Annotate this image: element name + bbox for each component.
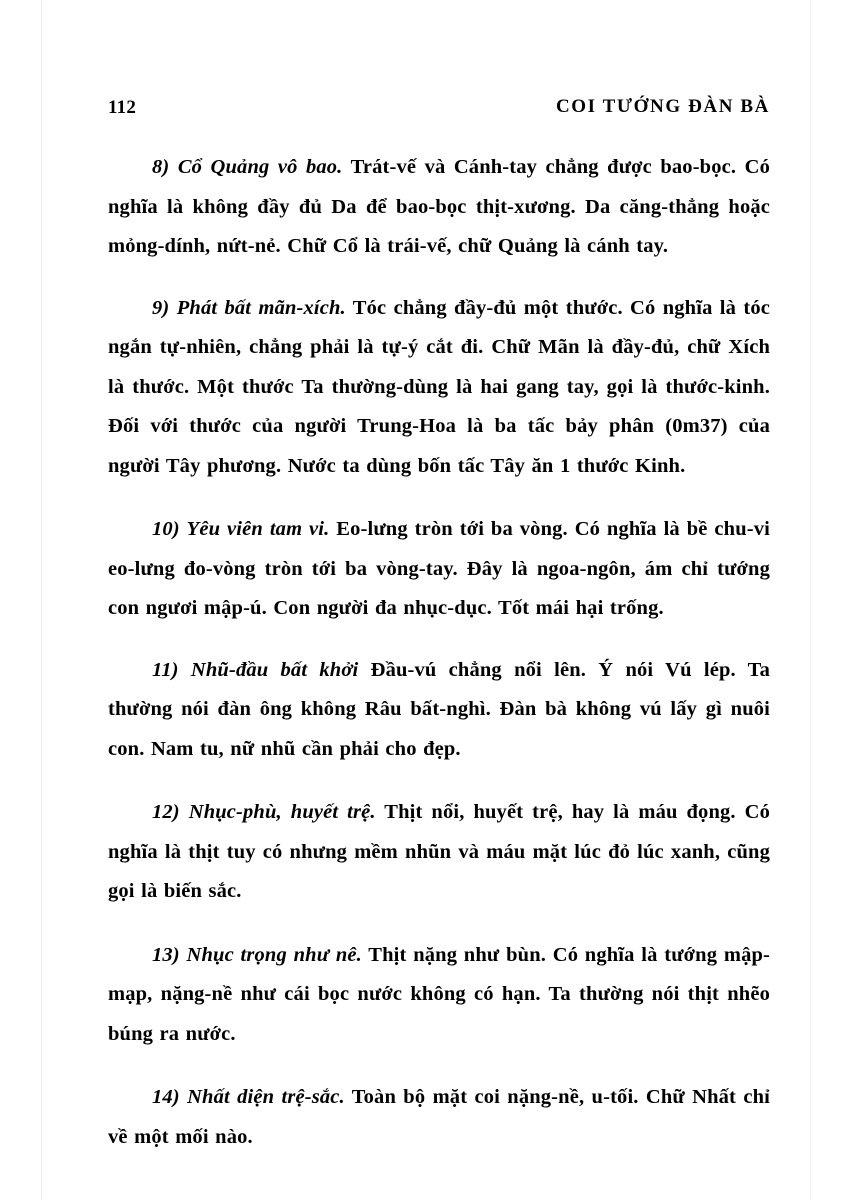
paragraph-13-text: Thịt nặng như bùn. Có nghĩa là tướng mập-mạp, nặng-nề như cái bọc nước không có hạn. Ta thường nói thịt nhẽo búng ra nước. <box>108 943 770 1045</box>
paragraph-11-number: 11) <box>152 658 179 681</box>
scan-edge-line-right <box>810 0 811 1200</box>
paragraph-11-text: Đầu-vú chẳng nổi lên. Ý nói Vú lép. Ta thường nói đàn ông không Râu bất-nghì. Đàn bà không vú lấy gì nuôi con. Nam tu, nữ nhũ cần phải cho đẹp. <box>108 658 770 760</box>
paragraph-8-text: Trát-vế và Cánh-tay chẳng được bao-bọc. Có nghĩa là không đầy đủ Da để bao-bọc thịt-xương. Da căng-thẳng hoặc mỏng-dính, nứt-nẻ. Chữ Cổ là trái-vế, chữ Quảng là cánh tay. <box>108 156 770 257</box>
paragraph-13-number: 13) <box>152 943 180 966</box>
body-text-column <box>108 148 770 1157</box>
paragraph-14-lemma: Nhất diện trệ-sắc. <box>187 1086 345 1108</box>
running-title: COI TƯỚNG ĐÀN BÀ <box>555 96 770 117</box>
paragraph-12 <box>108 793 770 912</box>
paragraph-10-text: Eo-lưng tròn tới ba vòng. Có nghĩa là bề chu-vi eo-lưng đo-vòng tròn tới ba vòng-tay. Đây là ngoa-ngôn, ám chỉ tướng con ngươi mập-ú. Con người đa nhục-dục. Tốt mái hại trống. <box>108 518 770 619</box>
paragraph-10-number: 10) <box>152 518 180 540</box>
paragraph-9-text: Tóc chẳng đầy-đủ một thước. Có nghĩa là tóc ngắn tự-nhiên, chẳng phải là tự-ý cắt đi. Chữ Mãn là đầy-đủ, chữ Xích là thước. Một thước Ta thường-dùng là hai gang tay, gọi là thước-kinh. Đối với thước của người Trung-Hoa là ba tấc bảy phân (0m37) của người Tây phương. Nước ta dùng bốn tấc Tây ăn 1 thước Kinh. <box>108 296 770 477</box>
paragraph-14-number: 14) <box>152 1086 180 1108</box>
paragraph-9-lemma: Phát bất mãn-xích. <box>176 296 346 319</box>
paragraph-8 <box>108 148 770 267</box>
paragraph-8-lemma: Cổ Quảng vô bao. <box>177 156 343 178</box>
paragraph-14 <box>108 1078 770 1157</box>
scan-edge-line-left <box>41 0 42 1200</box>
page-number: 112 <box>108 97 137 118</box>
paragraph-13-lemma: Nhục trọng như nê. <box>186 943 362 966</box>
paragraph-12-lemma: Nhục-phù, huyết trệ. <box>188 801 376 823</box>
paragraph-14-text: Toàn bộ mặt coi nặng-nề, u-tối. Chữ Nhất chỉ về một mối nào. <box>108 1086 770 1148</box>
paragraph-9 <box>108 289 770 487</box>
paragraph-11 <box>108 651 770 770</box>
paragraph-12-text: Thịt nổi, huyết trệ, hay là máu đọng. Có nghĩa là thịt tuy có nhưng mềm nhũn và máu mặt lúc đỏ lúc xanh, cũng gọi là biến sắc. <box>108 801 770 902</box>
paragraph-11-lemma: Nhũ-đầu bất khởi <box>190 658 359 681</box>
paragraph-10-lemma: Yêu viên tam vi. <box>186 518 330 540</box>
running-head <box>108 96 770 120</box>
paragraph-9-number: 9) <box>152 296 170 319</box>
paragraph-8-number: 8) <box>152 156 170 178</box>
paragraph-13 <box>108 936 770 1055</box>
paragraph-10 <box>108 510 770 629</box>
paragraph-12-number: 12) <box>152 801 180 823</box>
